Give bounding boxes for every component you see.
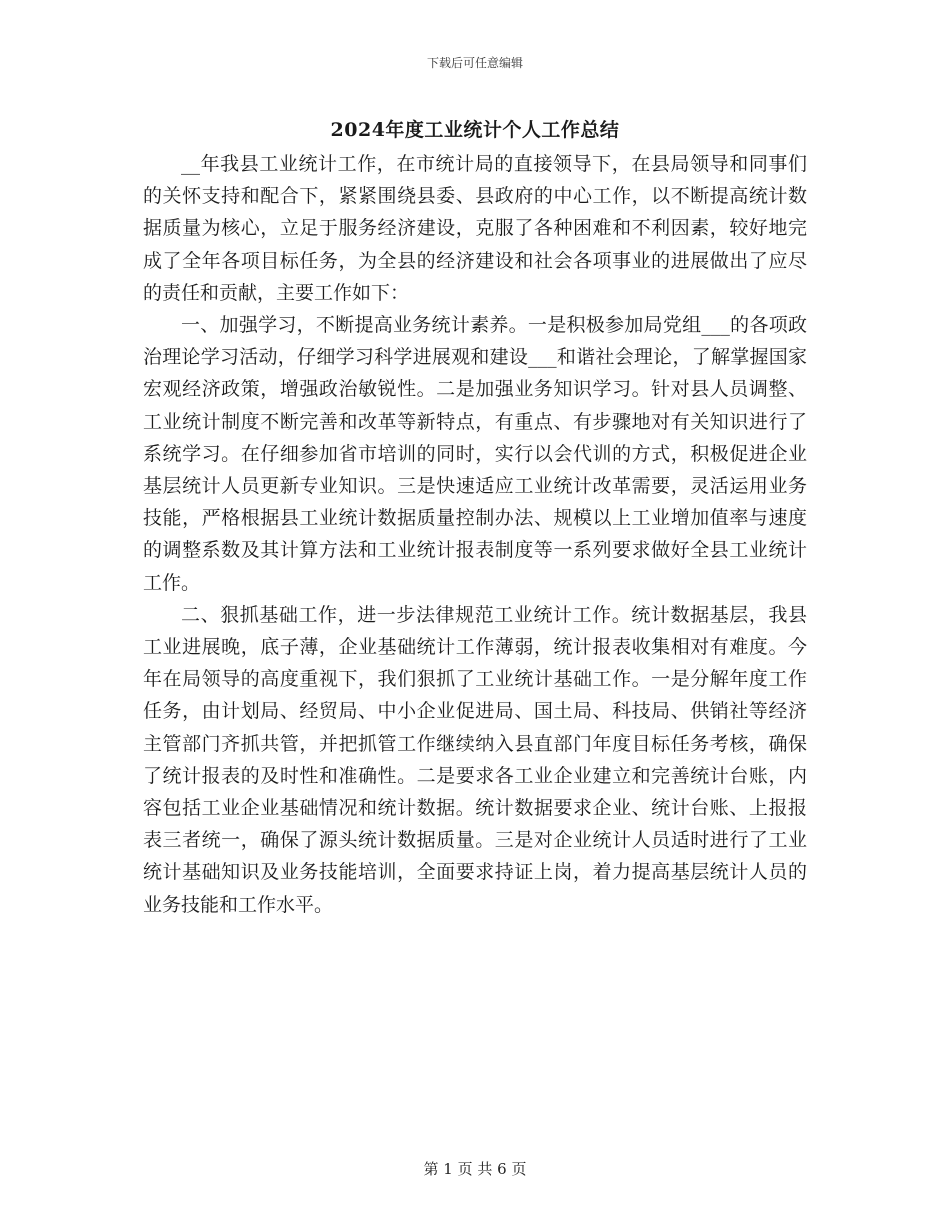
body-paragraph: 二、狠抓基础工作，进一步法律规范工业统计工作。统计数据基层，我县工业进展晚，底子薄，企业基础统计工作薄弱，统计报表收集相对有难度。今年在局领导的高度重视下，我们狠抓了工业统计基础工作。一是分解年度工作任务，由计划局、经贸局、中小企业促进局、国土局、科技局、供销社等经济主管部门齐抓共管，并把抓管工作继续纳入县直部门年度目标任务考核，确保了统计报表的及时性和准确性。二是要求各工业企业建立和完善统计台账，内容包括工业企业基础情况和统计数据。统计数据要求企业、统计台账、上报报表三者统一，确保了源头统计数据质量。三是对企业统计人员适时进行了工业统计基础知识及业务技能培训，全面要求持证上岗，着力提高基层统计人员的业务技能和工作水平。: [143, 603, 807, 916]
page-number: 第 1 页 共 6 页: [423, 1160, 527, 1178]
document-title: 2024年度工业统计个人工作总结: [330, 119, 620, 141]
body-paragraph: __年我县工业统计工作，在市统计局的直接领导下，在县局领导和同事们的关怀支持和配合下，紧紧围绕县委、县政府的中心工作，以不断提高统计数据质量为核心，立足于服务经济建设，克服了各种困难和不利因素，较好地完成了全年各项目标任务，为全县的经济建设和社会各项事业的进展做出了应尽的责任和贡献，主要工作如下：: [143, 153, 807, 304]
body-paragraph: 一、加强学习，不断提高业务统计素养。一是积极参加局党组___的各项政治理论学习活动，仔细学习科学进展观和建设___和谐社会理论，了解掌握国家宏观经济政策，增强政治敏锐性。二是加强业务知识学习。针对县人员调整、工业统计制度不断完善和改革等新特点，有重点、有步骤地对有关知识进行了系统学习。在仔细参加省市培训的同时，实行以会代训的方式，积极促进企业基层统计人员更新专业知识。三是快速适应工业统计改革需要，灵活运用业务技能，严格根据县工业统计数据质量控制办法、规模以上工业增加值率与速度的调整系数及其计算方法和工业统计报表制度等一系列要求做好全县工业统计工作。: [143, 314, 807, 594]
header-note: 下载后可任意编辑: [426, 56, 523, 70]
document-body: [143, 148, 807, 921]
